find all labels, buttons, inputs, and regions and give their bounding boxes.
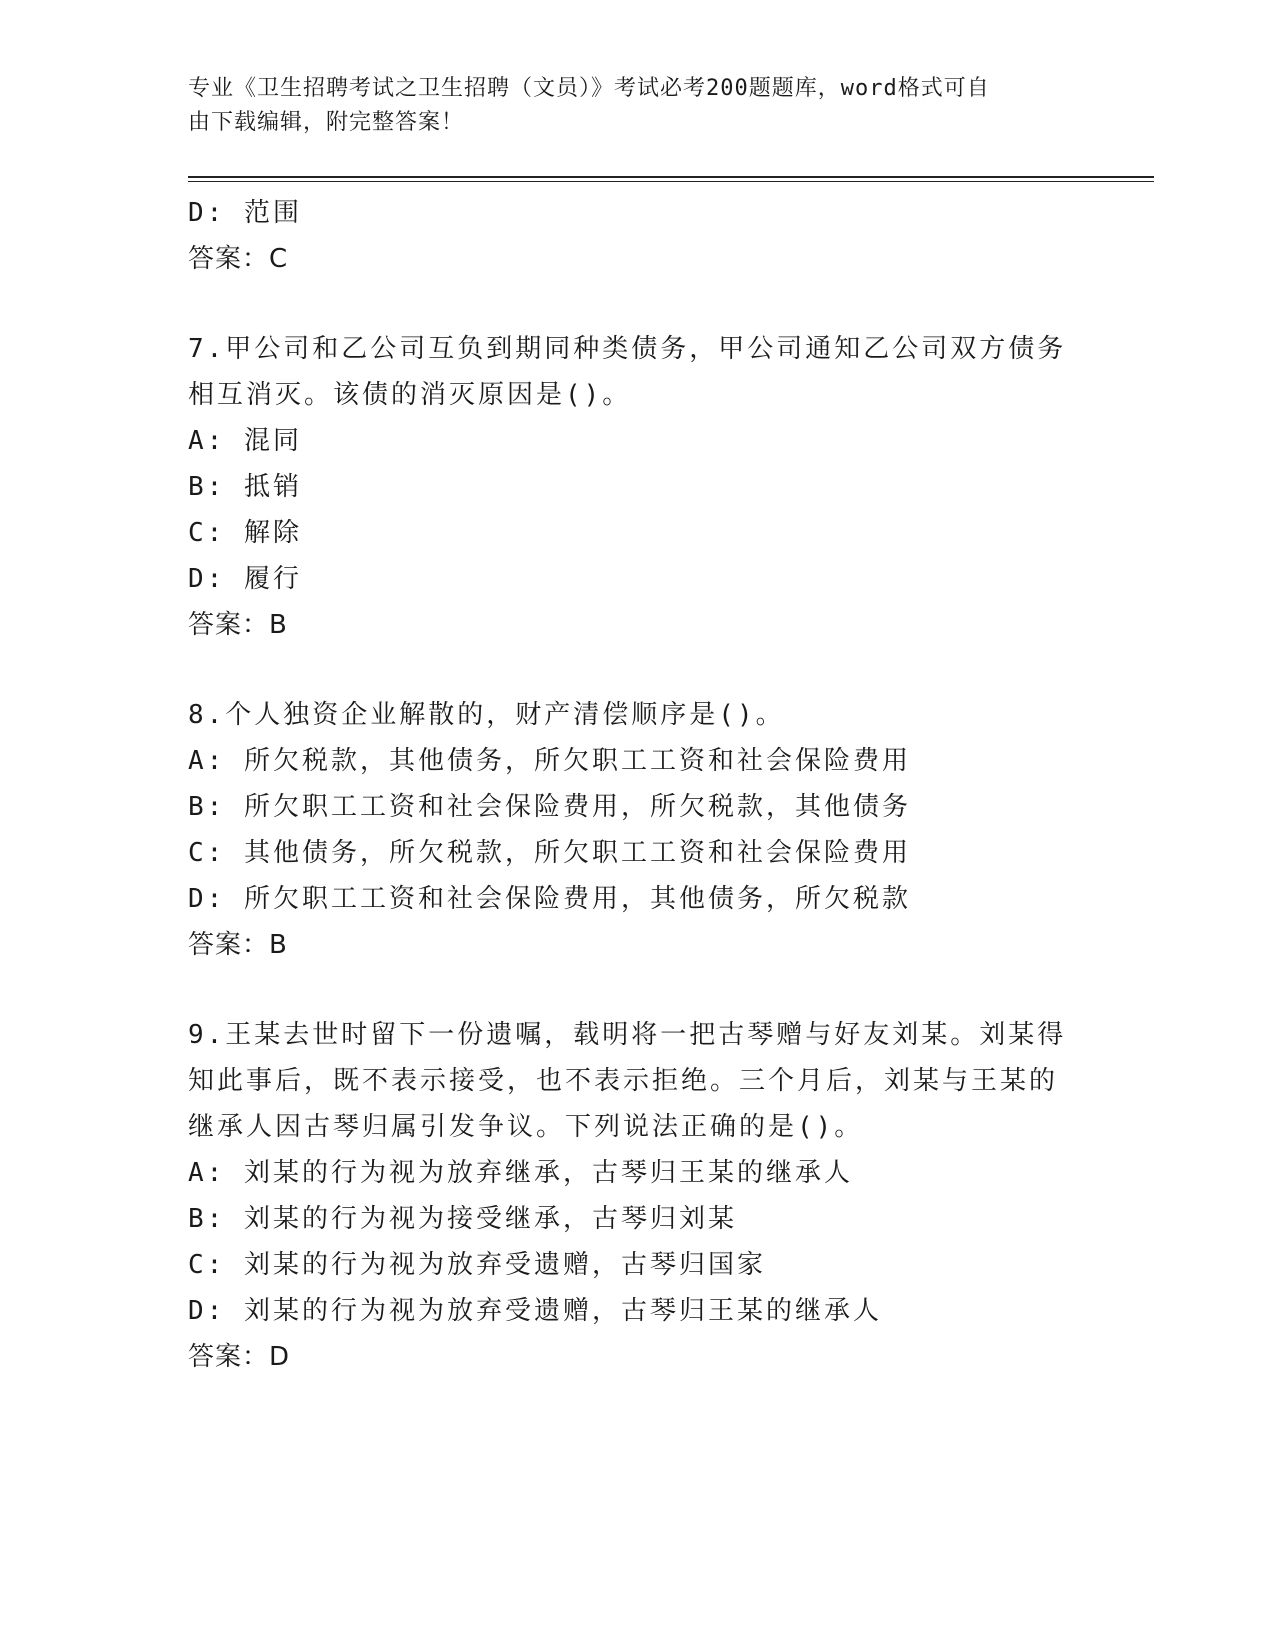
spacer: [188, 282, 1088, 326]
option-b: B: 抵销: [188, 472, 302, 502]
answer: 答案：B: [188, 930, 288, 960]
option-b: B: 刘某的行为视为接受继承，古琴归刘某: [188, 1204, 737, 1234]
option-c: C: 其他债务，所欠税款，所欠职工工资和社会保险费用: [188, 838, 911, 868]
question-8: [188, 692, 1088, 968]
option-d: D: 刘某的行为视为放弃受遗赠，古琴归王某的继承人: [188, 1296, 882, 1326]
question-9: [188, 1012, 1088, 1380]
answer: 答案：B: [188, 610, 288, 640]
question-7: [188, 326, 1088, 648]
spacer: [188, 968, 1088, 1012]
answer: 答案：D: [188, 1342, 291, 1372]
question-list: [188, 190, 1088, 1380]
header-divider-thin: [188, 181, 1154, 182]
option-c: C: 解除: [188, 518, 302, 548]
question-stem-line: 8.个人独资企业解散的，财产清偿顺序是()。: [188, 700, 785, 730]
question-stem-line: 7.甲公司和乙公司互负到期同种类债务，甲公司通知乙公司双方债务: [188, 334, 1067, 364]
prev-question-answer: 答案：C: [188, 244, 289, 274]
option-d: D: 所欠职工工资和社会保险费用，其他债务，所欠税款: [188, 884, 911, 914]
header-divider-thick: [188, 176, 1154, 178]
question-stem-line: 知此事后，既不表示接受，也不表示拒绝。三个月后，刘某与王某的: [188, 1066, 1059, 1096]
prev-question-option-d: D: 范围: [188, 198, 302, 228]
option-a: A: 所欠税款，其他债务，所欠职工工资和社会保险费用: [188, 746, 911, 776]
option-d: D: 履行: [188, 564, 302, 594]
question-stem-line: 9.王某去世时留下一份遗嘱，载明将一把古琴赠与好友刘某。刘某得: [188, 1020, 1067, 1050]
spacer: [188, 648, 1088, 692]
option-a: A: 混同: [188, 426, 302, 456]
question-stem-line: 继承人因古琴归属引发争议。下列说法正确的是()。: [188, 1112, 864, 1142]
question-stem-line: 相互消灭。该债的消灭原因是()。: [188, 380, 632, 410]
option-b: B: 所欠职工工资和社会保险费用，所欠税款，其他债务: [188, 792, 911, 822]
option-c: C: 刘某的行为视为放弃受遗赠，古琴归国家: [188, 1250, 766, 1280]
document-header: 专业《卫生招聘考试之卫生招聘（文员）》考试必考200题题库，word格式可自 由下载编辑，附完整答案！: [188, 76, 990, 135]
option-a: A: 刘某的行为视为放弃继承，古琴归王某的继承人: [188, 1158, 853, 1188]
